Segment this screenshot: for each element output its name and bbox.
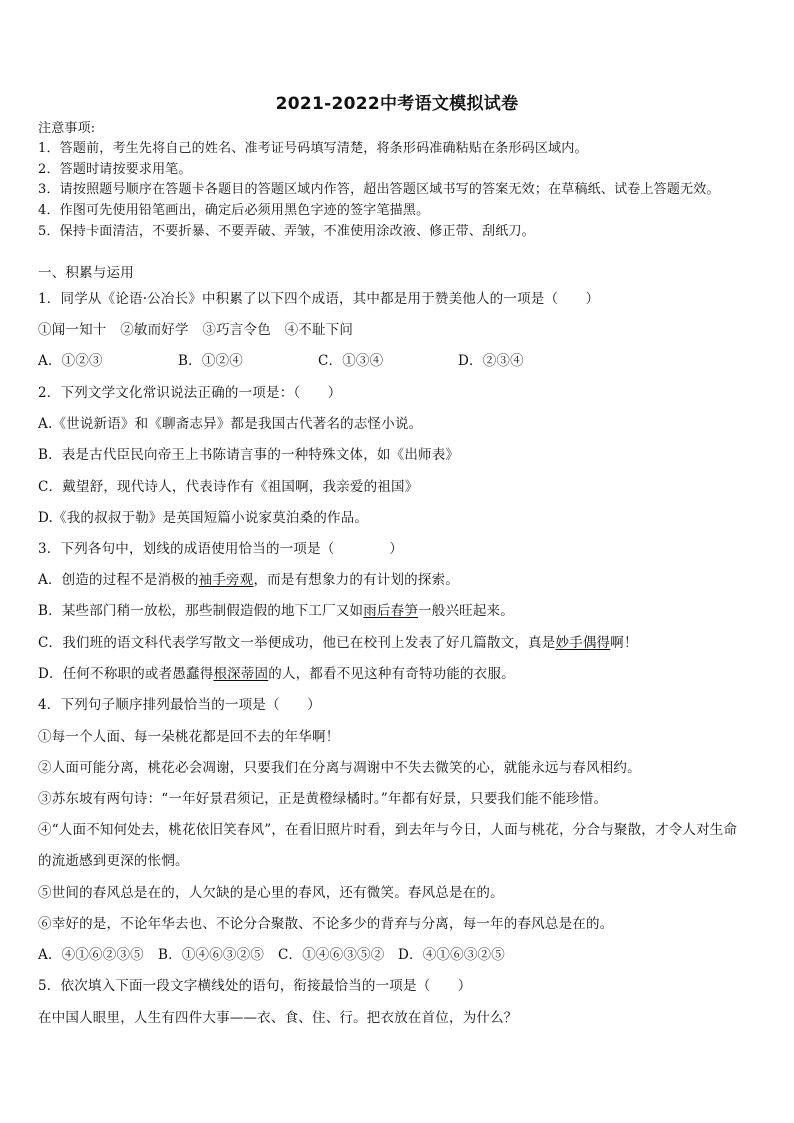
- underlined-idiom: 袖手旁观: [198, 572, 254, 588]
- notice-item: 3．请按照题号顺序在答题卡各题目的答题区域内作答，超出答题区域书写的答案无效；在草稿纸、试卷上答题无效。: [38, 182, 720, 197]
- option-d: D．②③④: [458, 353, 524, 369]
- option-a: A．④①⑥②③⑤: [38, 947, 144, 963]
- question-4-sentence-1: ①每一个人面、每一朵桃花都是回不去的年华啊！: [38, 729, 340, 745]
- notice-heading: 注意事项:: [38, 121, 96, 136]
- notice-item: 1．答题前，考生先将自己的姓名、准考证号码填写清楚，将条形码准确粘贴在条形码区域内。: [38, 141, 588, 156]
- question-4-sentence-4-cont: 的流逝感到更深的怅惘。: [38, 853, 189, 869]
- question-2-option-c: C．戴望舒，现代诗人，代表诗作有《祖国啊，我亲爱的祖国》: [38, 479, 419, 495]
- option-text: A．创造的过程不是消极的: [38, 572, 199, 588]
- option-text: ，而是有想象力的有计划的探索。: [253, 572, 459, 588]
- question-2-option-d: D.《我的叔叔于勒》是英国短篇小说家莫泊桑的作品。: [38, 510, 369, 526]
- underlined-idiom: 雨后春笋: [363, 603, 419, 619]
- question-4-sentence-3: ③苏东坡有两句诗：“一年好景君须记，正是黄橙绿橘时。”年都有好景，只要我们能不能珍惜。: [38, 791, 608, 807]
- option-c: C．①③④: [318, 353, 384, 369]
- question-4-sentence-2: ②人面可能分离，桃花必会凋谢，只要我们在分离与凋谢中不失去微笑的心，就能永远与春风相约。: [38, 760, 641, 776]
- option-text: B．某些部门稍一放松，那些制假造假的地下工厂又如: [38, 603, 364, 619]
- notice-item: 4．作图可先使用铅笔画出，确定后必须用黑色字迹的签字笔描黑。: [38, 203, 430, 218]
- notice-item: 5．保持卡面清洁，不要折暴、不要弄破、弄皱，不准使用涂改液、修正带、刮纸刀。: [38, 224, 535, 239]
- section-heading: 一、积累与运用: [38, 265, 134, 281]
- question-1-options: [38, 351, 764, 371]
- question-4-sentence-6: ⑥幸好的是，不论年华去也、不论分合聚散、不论多少的背弃与分离，每一年的春风总是在的。: [38, 916, 614, 932]
- option-b: B．①②④: [178, 353, 243, 369]
- option-text: C．我们班的语文科代表学写散文一举便成功，他已在校刊上发表了好几篇散文，真是: [38, 635, 556, 651]
- underlined-idiom: 妙手偶得: [555, 635, 611, 651]
- question-1-stem: 1．同学从《论语·公冶长》中积累了以下四个成语，其中都是用于赞美他人的一项是（ ）: [38, 291, 600, 307]
- question-3-option-c: [38, 633, 764, 653]
- question-3-stem: 3．下列各句中，划线的成语使用恰当的一项是（ ）: [38, 541, 403, 557]
- option-text: 啊！: [610, 635, 638, 651]
- option-text: 一般兴旺起来。: [418, 603, 514, 619]
- question-2-option-b: B．表是古代臣民向帝王上书陈请言事的一种特殊文体，如《出师表》: [38, 447, 460, 463]
- option-a: A．①②③: [38, 353, 103, 369]
- question-4-sentence-5: ⑤世间的春风总是在的，人欠缺的是心里的春风，还有微笑。春风总是在的。: [38, 885, 504, 901]
- option-text: D．任何不称职的或者愚蠢得: [38, 666, 214, 682]
- page-title: 2021-2022中考语文模拟试卷: [275, 94, 519, 114]
- option-d: D．④①⑥③②⑤: [398, 947, 505, 963]
- option-b: B．①④⑥③②⑤: [158, 947, 265, 963]
- option-text: 的人，都看不见这种有奇特功能的衣服。: [268, 666, 515, 682]
- question-3-option-d: [38, 664, 764, 684]
- option-c: C．①④⑥③⑤②: [278, 947, 385, 963]
- question-5-text: 在中国人眼里，人生有四件大事——衣、食、住、行。把衣放在首位，为什么？: [38, 1010, 518, 1026]
- question-4-stem: 4．下列句子顺序排列最恰当的一项是（ ）: [38, 697, 321, 713]
- question-2-stem: 2．下列文学文化常识说法正确的一项是：（ ）: [38, 385, 342, 401]
- question-2-option-a: A.《世说新语》和《聊斋志异》都是我国古代著名的志怪小说。: [38, 416, 423, 432]
- question-3-option-b: [38, 601, 764, 621]
- question-3-option-a: [38, 570, 764, 590]
- notice-item: 2．答题时请按要求用笔。: [38, 162, 192, 177]
- question-4-sentence-4: ④“人面不知何处去，桃花依旧笑春风”，在看旧照片时看，到去年与今日，人面与桃花，分合与聚散，才令人对生命: [38, 822, 738, 838]
- question-1-idioms: ①闻一知十 ②敏而好学 ③巧言令色 ④不耻下问: [38, 322, 354, 338]
- question-5-stem: 5．依次填入下面一段文字横线处的语句，衔接最恰当的一项是（ ）: [38, 978, 472, 994]
- question-4-options: [38, 945, 764, 965]
- underlined-idiom: 根深蒂固: [213, 666, 269, 682]
